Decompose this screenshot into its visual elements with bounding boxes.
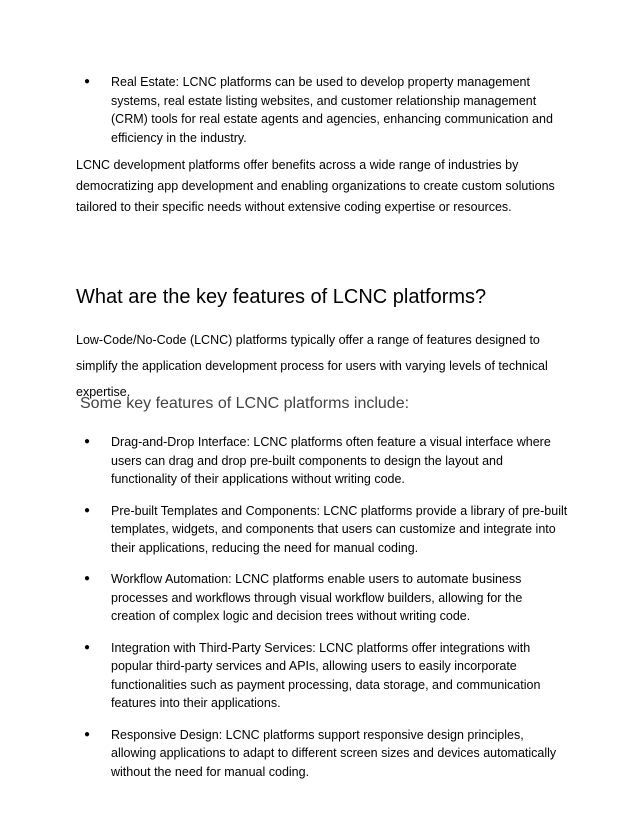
list-item-text: Pre-built Templates and Components: LCNC platforms provide a library of pre-built templates, widgets, and components that users can customize and integrate into their applications, reducing the need for manual coding. [111,503,568,555]
features-subheading: Some key features of LCNC platforms include: [80,395,410,412]
bullet-icon: ● [84,504,91,516]
list-item-drag-and-drop [0,433,638,489]
list-item-responsive-design [0,726,638,782]
summary-paragraph: LCNC development platforms offer benefits across a wide range of industries by democratizing app development and enabling organizations to create custom solutions tailored to their specific needs without extensive coding expertise or resources. [76,158,555,214]
features-bullet-list [0,433,638,781]
list-item-text: Responsive Design: LCNC platforms support responsive design principles, allowing applications to adapt to different screen sizes and devices automatically without the need for manual coding. [111,727,557,779]
bullet-icon: ● [84,641,91,653]
list-item-real-estate [0,73,638,147]
list-item-workflow-automation [0,570,638,626]
top-bullet-list [0,73,638,147]
list-item-text: Drag-and-Drop Interface: LCNC platforms often feature a visual interface where users can drag and drop pre-built components to design the layout and functionality of their applications without writing code. [111,435,551,486]
bullet-icon: ● [84,436,91,447]
bullet-icon: ● [84,76,91,87]
bullet-icon: ● [84,573,91,584]
list-item-text: Integration with Third-Party Services: LCNC platforms offer integrations with popular third-party services and APIs, allowing users to easily incorporate functionalities such as payment processing, data storage, and communication features into their applications. [111,640,541,710]
bullet-icon: ● [84,728,91,740]
list-item-text: Real Estate: LCNC platforms can be used to develop property management systems, real estate listing websites, and customer relationship management (CRM) tools for real estate agents and agencies, enhancing communication and efficiency in the industry. [111,75,553,145]
list-item-text: Workflow Automation: LCNC platforms enable users to automate business processes and workflows through visual workflow builders, allowing for the creation of complex logic and decision trees without writing code. [111,572,523,623]
list-item-third-party-integration [0,639,638,713]
section-heading: What are the key features of LCNC platforms? [76,286,487,308]
intro-paragraph: Low-Code/No-Code (LCNC) platforms typically offer a range of features designed to simplify the application development process for users with varying levels of technical expertise. [76,333,548,399]
list-item-prebuilt-templates [0,502,638,558]
